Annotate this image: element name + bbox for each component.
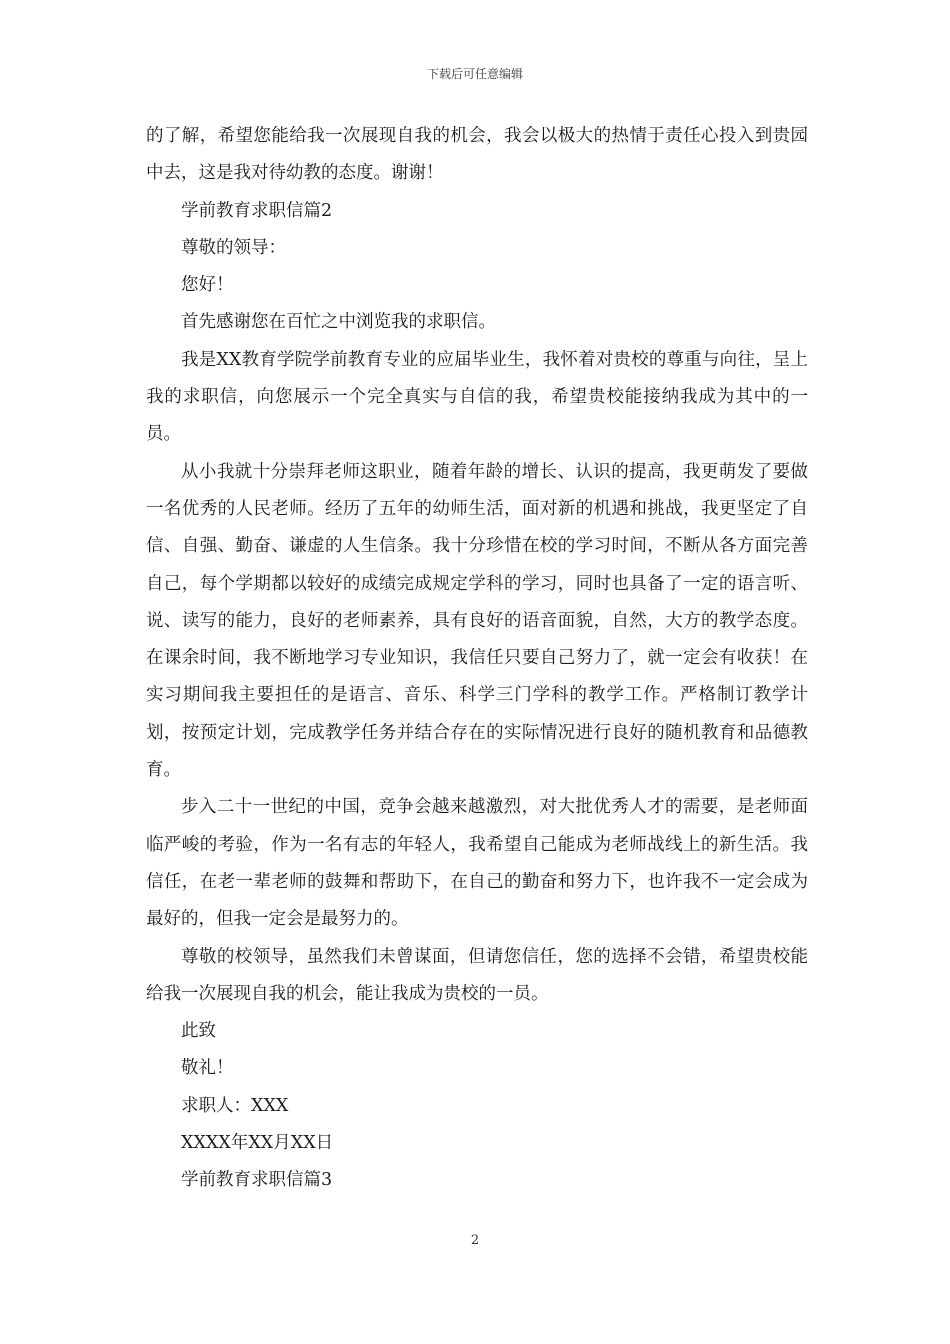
paragraph: 首先感谢您在百忙之中浏览我的求职信。	[181, 312, 496, 333]
date-line: XXXX年XX月XX日	[181, 1133, 334, 1154]
paragraph: 步入二十一世纪的中国，竞争会越来越激烈，对大批优秀人才的需要，是老师面临严峻的考验，作为一名有志的年轻人，我希望自己能成为老师战线上的新生活。我信任，在老一辈老师的鼓舞和帮助下，在自己的勤奋和努力下，也许我不一定会成为最好的，但我一定会是最努力的。	[146, 797, 808, 930]
paragraph-continuation: 的了解，希望您能给我一次展现自我的机会，我会以极大的热情于责任心投入到贵园中去，这是我对待幼教的态度。谢谢！	[146, 126, 808, 184]
page-header: 下载后可任意编辑	[426, 67, 523, 81]
section-heading: 学前教育求职信篇3	[181, 1170, 333, 1191]
paragraph: 我是XX教育学院学前教育专业的应届毕业生，我怀着对贵校的尊重与向往，呈上我的求职信，向您展示一个完全真实与自信的我，希望贵校能接纳我成为其中的一员。	[146, 349, 808, 445]
section-heading: 学前教育求职信篇2	[181, 200, 333, 221]
document-body	[146, 118, 808, 1200]
paragraph: 尊敬的校领导，虽然我们未曾谋面，但请您信任，您的选择不会错，希望贵校能给我一次展现自我的机会，能让我成为贵校的一员。	[146, 946, 808, 1004]
signature: 求职人：XXX	[181, 1095, 289, 1116]
paragraph: 从小我就十分崇拜老师这职业，随着年龄的增长、认识的提高，我更萌发了要做一名优秀的人民老师。经历了五年的幼师生活，面对新的机遇和挑战，我更坚定了自信、自强、勤奋、谦虚的人生信条。我十分珍惜在校的学习时间，不断从各方面完善自己，每个学期都以较好的成绩完成规定学科的学习，同时也具备了一定的语言听、说、读写的能力，良好的老师素养，具有良好的语音面貌，自然，大方的教学态度。在课余时间，我不断地学习专业知识，我信任只要自己努力了，就一定会有收获！在实习期间我主要担任的是语言、音乐、科学三门学科的教学工作。严格制订教学计划，按预定计划，完成教学任务并结合存在的实际情况进行良好的随机教育和品德教育。	[146, 461, 808, 781]
closing-salute: 敬礼！	[181, 1058, 234, 1079]
page-number: 2	[470, 1233, 480, 1248]
greeting: 您好！	[181, 275, 234, 296]
closing: 此致	[181, 1021, 216, 1042]
salutation: 尊敬的领导：	[181, 237, 286, 258]
